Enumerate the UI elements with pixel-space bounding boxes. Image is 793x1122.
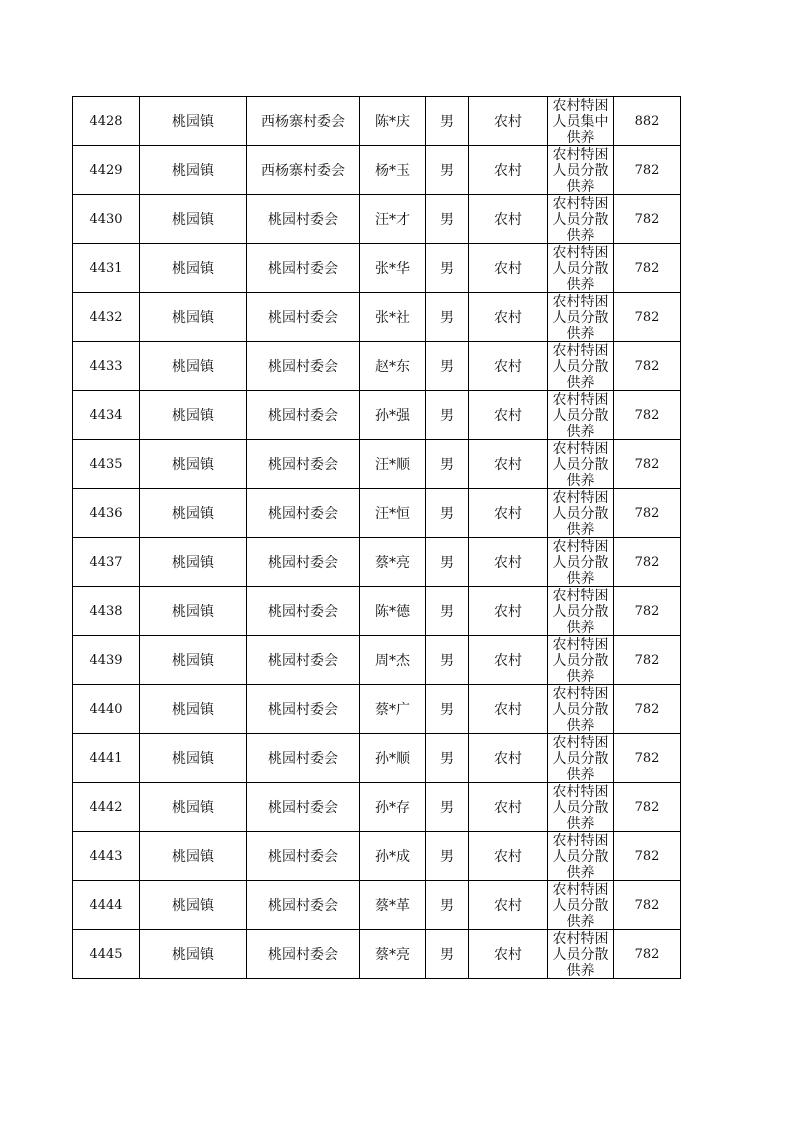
- support-type-cell: [548, 783, 614, 832]
- row-number-cell: 4438: [73, 587, 140, 636]
- table-row: [73, 832, 681, 881]
- person-name-cell: 孙*强: [360, 391, 426, 440]
- gender-cell: 男: [426, 734, 469, 783]
- support-type-cell: [548, 930, 614, 979]
- amount-cell: 782: [614, 881, 681, 930]
- area-cell: 农村: [469, 832, 548, 881]
- table-row: [73, 440, 681, 489]
- table-row: [73, 538, 681, 587]
- area-cell: 农村: [469, 391, 548, 440]
- person-name-cell: 陈*庆: [360, 97, 426, 146]
- area-cell: 农村: [469, 342, 548, 391]
- person-name-cell: 杨*玉: [360, 146, 426, 195]
- row-number-cell: 4431: [73, 244, 140, 293]
- area-cell: 农村: [469, 783, 548, 832]
- area-cell: 农村: [469, 440, 548, 489]
- town-cell: 桃园镇: [140, 244, 247, 293]
- support-type-text: 农村特困人员分散供养: [552, 784, 609, 831]
- support-type-text: 农村特困人员分散供养: [552, 735, 609, 782]
- person-name-cell: 汪*恒: [360, 489, 426, 538]
- village-cell: 桃园村委会: [247, 930, 360, 979]
- support-type-text: 农村特困人员分散供养: [552, 490, 609, 537]
- support-type-text: 农村特困人员分散供养: [552, 392, 609, 439]
- person-name-cell: 蔡*革: [360, 881, 426, 930]
- row-number-cell: 4445: [73, 930, 140, 979]
- gender-cell: 男: [426, 440, 469, 489]
- person-name-cell: 赵*东: [360, 342, 426, 391]
- village-cell: 桃园村委会: [247, 783, 360, 832]
- support-type-text: 农村特困人员分散供养: [552, 833, 609, 880]
- amount-cell: 782: [614, 244, 681, 293]
- gender-cell: 男: [426, 685, 469, 734]
- row-number-cell: 4437: [73, 538, 140, 587]
- table-row: [73, 342, 681, 391]
- support-type-cell: [548, 97, 614, 146]
- town-cell: 桃园镇: [140, 538, 247, 587]
- gender-cell: 男: [426, 391, 469, 440]
- area-cell: 农村: [469, 881, 548, 930]
- village-cell: 桃园村委会: [247, 391, 360, 440]
- amount-cell: 882: [614, 97, 681, 146]
- support-type-cell: [548, 342, 614, 391]
- village-cell: 西杨寨村委会: [247, 146, 360, 195]
- village-cell: 桃园村委会: [247, 489, 360, 538]
- gender-cell: 男: [426, 293, 469, 342]
- amount-cell: 782: [614, 146, 681, 195]
- person-name-cell: 陈*德: [360, 587, 426, 636]
- village-cell: 桃园村委会: [247, 342, 360, 391]
- support-type-cell: [548, 636, 614, 685]
- support-type-cell: [548, 195, 614, 244]
- person-name-cell: 孙*存: [360, 783, 426, 832]
- row-number-cell: 4432: [73, 293, 140, 342]
- village-cell: 桃园村委会: [247, 440, 360, 489]
- town-cell: 桃园镇: [140, 930, 247, 979]
- support-type-text: 农村特困人员分散供养: [552, 245, 609, 292]
- row-number-cell: 4441: [73, 734, 140, 783]
- row-number-cell: 4439: [73, 636, 140, 685]
- support-type-cell: [548, 832, 614, 881]
- area-cell: 农村: [469, 293, 548, 342]
- row-number-cell: 4429: [73, 146, 140, 195]
- amount-cell: 782: [614, 636, 681, 685]
- gender-cell: 男: [426, 489, 469, 538]
- support-type-text: 农村特困人员集中供养: [552, 98, 609, 145]
- row-number-cell: 4434: [73, 391, 140, 440]
- amount-cell: 782: [614, 440, 681, 489]
- village-cell: 桃园村委会: [247, 244, 360, 293]
- town-cell: 桃园镇: [140, 489, 247, 538]
- town-cell: 桃园镇: [140, 783, 247, 832]
- village-cell: 桃园村委会: [247, 734, 360, 783]
- support-type-text: 农村特困人员分散供养: [552, 196, 609, 243]
- person-name-cell: 周*杰: [360, 636, 426, 685]
- area-cell: 农村: [469, 195, 548, 244]
- area-cell: 农村: [469, 97, 548, 146]
- amount-cell: 782: [614, 930, 681, 979]
- gender-cell: 男: [426, 538, 469, 587]
- table-row: [73, 195, 681, 244]
- town-cell: 桃园镇: [140, 734, 247, 783]
- person-name-cell: 蔡*亮: [360, 538, 426, 587]
- area-cell: 农村: [469, 146, 548, 195]
- village-cell: 桃园村委会: [247, 636, 360, 685]
- gender-cell: 男: [426, 587, 469, 636]
- town-cell: 桃园镇: [140, 97, 247, 146]
- amount-cell: 782: [614, 685, 681, 734]
- village-cell: 桃园村委会: [247, 832, 360, 881]
- table-row: [73, 146, 681, 195]
- row-number-cell: 4428: [73, 97, 140, 146]
- town-cell: 桃园镇: [140, 293, 247, 342]
- support-type-text: 农村特困人员分散供养: [552, 294, 609, 341]
- village-cell: 桃园村委会: [247, 881, 360, 930]
- area-cell: 农村: [469, 636, 548, 685]
- row-number-cell: 4435: [73, 440, 140, 489]
- town-cell: 桃园镇: [140, 636, 247, 685]
- row-number-cell: 4436: [73, 489, 140, 538]
- table-row: [73, 97, 681, 146]
- town-cell: 桃园镇: [140, 342, 247, 391]
- amount-cell: 782: [614, 195, 681, 244]
- data-table: [72, 96, 681, 979]
- gender-cell: 男: [426, 832, 469, 881]
- amount-cell: 782: [614, 587, 681, 636]
- gender-cell: 男: [426, 146, 469, 195]
- table-row: [73, 685, 681, 734]
- table-row: [73, 734, 681, 783]
- gender-cell: 男: [426, 195, 469, 244]
- village-cell: 西杨寨村委会: [247, 97, 360, 146]
- area-cell: 农村: [469, 244, 548, 293]
- support-type-text: 农村特困人员分散供养: [552, 882, 609, 929]
- village-cell: 桃园村委会: [247, 538, 360, 587]
- amount-cell: 782: [614, 342, 681, 391]
- row-number-cell: 4442: [73, 783, 140, 832]
- support-type-cell: [548, 489, 614, 538]
- town-cell: 桃园镇: [140, 391, 247, 440]
- support-type-text: 农村特困人员分散供养: [552, 588, 609, 635]
- support-type-text: 农村特困人员分散供养: [552, 686, 609, 733]
- area-cell: 农村: [469, 685, 548, 734]
- area-cell: 农村: [469, 538, 548, 587]
- gender-cell: 男: [426, 930, 469, 979]
- support-type-text: 农村特困人员分散供养: [552, 637, 609, 684]
- support-type-cell: [548, 440, 614, 489]
- table-row: [73, 881, 681, 930]
- village-cell: 桃园村委会: [247, 685, 360, 734]
- gender-cell: 男: [426, 783, 469, 832]
- table-row: [73, 587, 681, 636]
- support-type-text: 农村特困人员分散供养: [552, 147, 609, 194]
- support-type-cell: [548, 538, 614, 587]
- support-type-cell: [548, 685, 614, 734]
- village-cell: 桃园村委会: [247, 195, 360, 244]
- amount-cell: 782: [614, 489, 681, 538]
- person-name-cell: 蔡*广: [360, 685, 426, 734]
- table-row: [73, 391, 681, 440]
- village-cell: 桃园村委会: [247, 293, 360, 342]
- gender-cell: 男: [426, 342, 469, 391]
- area-cell: 农村: [469, 587, 548, 636]
- support-type-text: 农村特困人员分散供养: [552, 441, 609, 488]
- support-type-cell: [548, 881, 614, 930]
- support-type-cell: [548, 244, 614, 293]
- support-type-cell: [548, 587, 614, 636]
- area-cell: 农村: [469, 489, 548, 538]
- person-name-cell: 张*社: [360, 293, 426, 342]
- person-name-cell: 张*华: [360, 244, 426, 293]
- gender-cell: 男: [426, 881, 469, 930]
- row-number-cell: 4430: [73, 195, 140, 244]
- table-row: [73, 489, 681, 538]
- row-number-cell: 4443: [73, 832, 140, 881]
- support-type-cell: [548, 391, 614, 440]
- table-row: [73, 930, 681, 979]
- table-row: [73, 636, 681, 685]
- support-type-cell: [548, 734, 614, 783]
- person-name-cell: 孙*顺: [360, 734, 426, 783]
- amount-cell: 782: [614, 832, 681, 881]
- support-type-text: 农村特困人员分散供养: [552, 931, 609, 978]
- table-row: [73, 244, 681, 293]
- row-number-cell: 4440: [73, 685, 140, 734]
- row-number-cell: 4433: [73, 342, 140, 391]
- person-name-cell: 汪*才: [360, 195, 426, 244]
- amount-cell: 782: [614, 734, 681, 783]
- table-row: [73, 783, 681, 832]
- row-number-cell: 4444: [73, 881, 140, 930]
- person-name-cell: 孙*成: [360, 832, 426, 881]
- gender-cell: 男: [426, 97, 469, 146]
- town-cell: 桃园镇: [140, 587, 247, 636]
- town-cell: 桃园镇: [140, 685, 247, 734]
- amount-cell: 782: [614, 293, 681, 342]
- amount-cell: 782: [614, 391, 681, 440]
- person-name-cell: 汪*顺: [360, 440, 426, 489]
- support-type-text: 农村特困人员分散供养: [552, 539, 609, 586]
- support-type-cell: [548, 146, 614, 195]
- support-type-cell: [548, 293, 614, 342]
- gender-cell: 男: [426, 636, 469, 685]
- person-name-cell: 蔡*亮: [360, 930, 426, 979]
- area-cell: 农村: [469, 930, 548, 979]
- town-cell: 桃园镇: [140, 881, 247, 930]
- amount-cell: 782: [614, 538, 681, 587]
- amount-cell: 782: [614, 783, 681, 832]
- town-cell: 桃园镇: [140, 832, 247, 881]
- village-cell: 桃园村委会: [247, 587, 360, 636]
- table-row: [73, 293, 681, 342]
- gender-cell: 男: [426, 244, 469, 293]
- support-type-text: 农村特困人员分散供养: [552, 343, 609, 390]
- town-cell: 桃园镇: [140, 195, 247, 244]
- town-cell: 桃园镇: [140, 440, 247, 489]
- area-cell: 农村: [469, 734, 548, 783]
- table-body: [73, 97, 681, 979]
- town-cell: 桃园镇: [140, 146, 247, 195]
